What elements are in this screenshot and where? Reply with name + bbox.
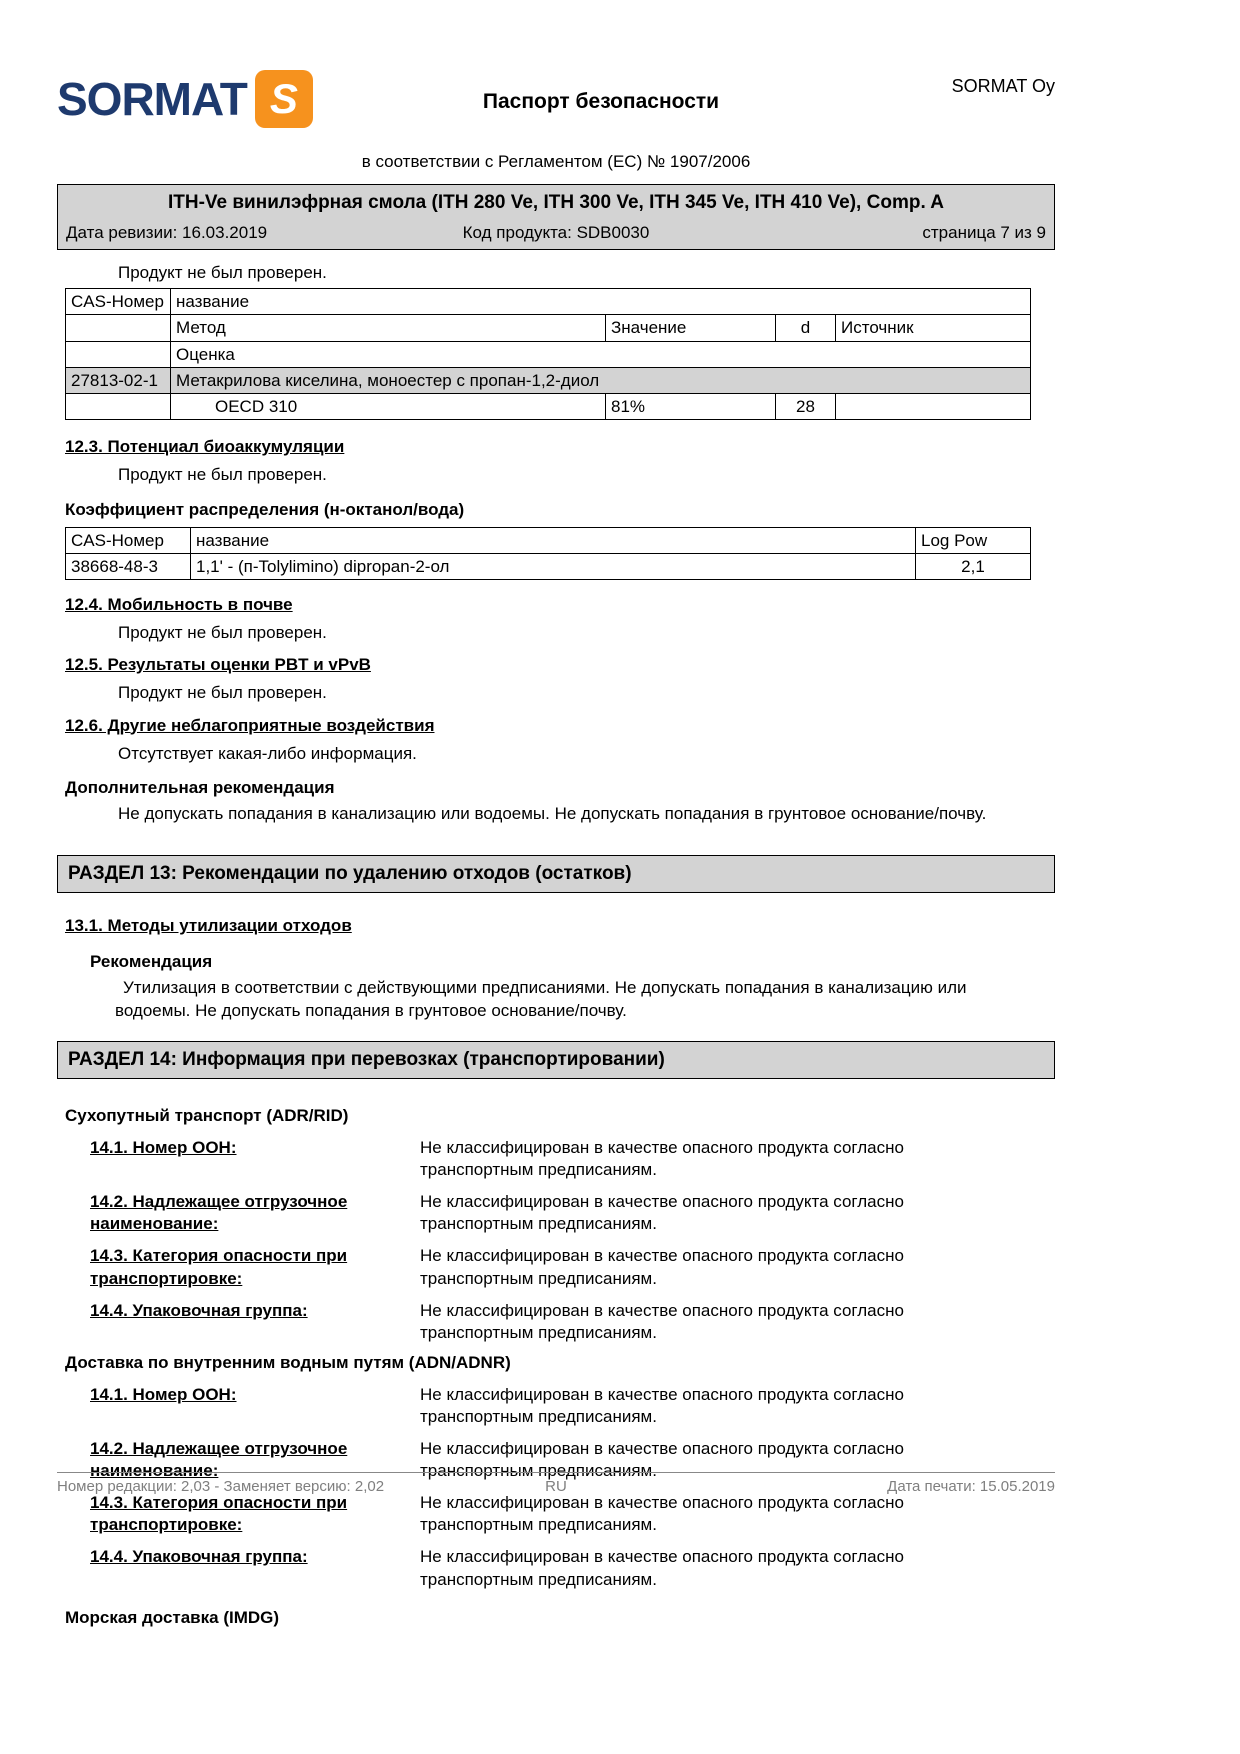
page-footer	[57, 1472, 1055, 1495]
substance-row	[66, 367, 1031, 393]
assessment-header: Оценка	[171, 341, 1031, 367]
revision-date: Дата ревизии: 16.03.2019	[66, 223, 268, 242]
transport-item-label: 14.1. Номер ООН:	[90, 1138, 237, 1158]
value-column-header: Значение	[606, 315, 776, 341]
table-row	[66, 553, 1031, 579]
not-tested-text: Продукт не был проверен.	[118, 683, 327, 703]
transport-item-value: Не классифицирован в качестве опасного продукта согласно транспортным предписаниям.	[420, 1439, 904, 1481]
empty-cell	[66, 315, 171, 341]
substance-cas: 27813-02-1	[66, 367, 171, 393]
section-12-4-heading: 12.4. Мобильность в почве	[65, 595, 293, 615]
transport-item-value: Не классифицирован в качестве опасного продукта согласно транспортным предписаниям.	[420, 1547, 904, 1589]
transport-item-value: Не классифицирован в качестве опасного продукта согласно транспортным предписаниям.	[420, 1192, 904, 1234]
logpow-column-header: Log Pow	[916, 527, 1031, 553]
degradation-table	[65, 288, 1031, 420]
partition-coefficient-heading: Коэффициент распределения (н-октанол/вода)	[65, 499, 465, 519]
document-header	[57, 64, 1055, 128]
empty-cell	[66, 394, 171, 420]
name-column-header: название	[171, 289, 1031, 315]
section-12-5-heading: 12.5. Результаты оценки PBT и vPvB	[65, 655, 371, 675]
section-13-1-heading: 13.1. Методы утилизации отходов	[65, 915, 352, 935]
page-number: страница 7 из 9	[922, 223, 1047, 242]
table-row	[66, 289, 1031, 315]
transport-item-value: Не классифицирован в качестве опасного продукта согласно транспортным предписаниям.	[420, 1246, 904, 1288]
transport-item-label: 14.4. Упаковочная группа:	[90, 1547, 308, 1567]
section-14-bar: РАЗДЕЛ 14: Информация при перевозках (транспортировании)	[57, 1041, 1055, 1079]
transport-item-label: 14.3. Категория опасности при транспортировке:	[90, 1246, 348, 1288]
not-tested-text: Продукт не был проверен.	[118, 263, 327, 282]
regulation-subtitle: в соответствии с Регламентом (ЕС) № 1907/2006	[361, 152, 751, 171]
transport-item-label: 14.2. Надлежащее отгрузочное наименование:	[90, 1439, 348, 1481]
transport-row	[90, 1300, 1055, 1344]
footer-language: RU	[545, 1478, 567, 1495]
transport-row	[90, 1492, 1055, 1536]
transport-row	[90, 1191, 1055, 1235]
result-value: 81%	[606, 394, 776, 420]
inland-waterways-heading: Доставка по внутренним водным путям (ADN/ADNR)	[65, 1352, 511, 1372]
footer-print-date: Дата печати: 15.05.2019	[887, 1478, 1055, 1495]
not-tested-text: Продукт не был проверен.	[118, 623, 327, 643]
name-column-header: название	[191, 527, 916, 553]
transport-item-label: 14.4. Упаковочная группа:	[90, 1300, 308, 1320]
method-value: OECD 310	[171, 394, 606, 420]
product-title: ITH-Ve винилэфрная смола (ITH 280 Ve, ITH 300 Ve, ITH 345 Ve, ITH 410 Ve), Comp. A	[167, 192, 945, 213]
d-value: 28	[776, 394, 836, 420]
document-title: Паспорт безопасности	[482, 90, 720, 113]
transport-row	[90, 1245, 1055, 1289]
product-code: Код продукта: SDB0030	[462, 223, 650, 242]
empty-cell	[66, 341, 171, 367]
footer-revision: Номер редакции: 2,03 - Заменяет версию: 2,02	[57, 1478, 385, 1495]
section-12-3-heading: 12.3. Потенциал биоаккумуляции	[65, 437, 345, 457]
logo-s-letter: S	[269, 75, 298, 122]
table-row	[66, 315, 1031, 341]
transport-item-value: Не классифицирован в качестве опасного продукта согласно транспортным предписаниям.	[420, 1138, 904, 1180]
empty-cell	[836, 394, 1031, 420]
product-header-box	[57, 184, 1055, 250]
transport-item-label: 14.1. Номер ООН:	[90, 1384, 237, 1404]
recommendation-heading: Рекомендация	[90, 951, 213, 971]
recommendation-text: Утилизация в соответствии с действующими предписаниями. Не допускать попадания в канализацию или водоемы. Не допускать попадания в грунтовое основание/почву.	[115, 978, 967, 1020]
transport-item-value: Не классифицирован в качестве опасного продукта согласно транспортным предписаниям.	[420, 1493, 904, 1535]
no-information-text: Отсутствует какая-либо информация.	[118, 743, 417, 763]
sormat-logo	[57, 70, 357, 128]
logo-wordmark: SORMAT	[57, 73, 247, 125]
land-transport-heading: Сухопутный транспорт (ADR/RID)	[65, 1105, 349, 1125]
cas-column-header: CAS-Номер	[66, 527, 191, 553]
d-column-header: d	[776, 315, 836, 341]
substance-name: Метакрилова киселина, моноестер с пропан-1,2-диол	[171, 367, 1031, 393]
sea-transport-heading: Морская доставка (IMDG)	[65, 1607, 280, 1627]
section-12-6-heading: 12.6. Другие неблагоприятные воздействия	[65, 715, 435, 735]
table-row	[66, 527, 1031, 553]
not-tested-text: Продукт не был проверен.	[118, 465, 327, 485]
transport-item-value: Не классифицирован в качестве опасного продукта согласно транспортным предписаниям.	[420, 1384, 904, 1426]
section-13-bar: РАЗДЕЛ 13: Рекомендации по удалению отходов (остатков)	[57, 855, 1055, 893]
substance-name: 1,1' - (п-Tolylimino) dipropan-2-ол	[191, 553, 916, 579]
logo-s-icon	[255, 70, 313, 128]
product-meta-row	[66, 223, 1046, 243]
table-row	[66, 341, 1031, 367]
substance-cas: 38668-48-3	[66, 553, 191, 579]
transport-row	[90, 1384, 1055, 1428]
cas-column-header: CAS-Номер	[66, 289, 171, 315]
transport-item-label: 14.3. Категория опасности при транспортировке:	[90, 1493, 348, 1535]
partition-table	[65, 527, 1031, 581]
transport-item-value: Не классифицирован в качестве опасного продукта согласно транспортным предписаниям.	[420, 1300, 904, 1342]
transport-row	[90, 1137, 1055, 1181]
method-column-header: Метод	[171, 315, 606, 341]
additional-recommendation-heading: Дополнительная рекомендация	[65, 777, 335, 797]
transport-item-label: 14.2. Надлежащее отгрузочное наименование:	[90, 1192, 348, 1234]
company-name: SORMAT Oy	[951, 76, 1055, 96]
logpow-value: 2,1	[916, 553, 1031, 579]
additional-recommendation-text: Не допускать попадания в канализацию или водоемы. Не допускать попадания в грунтовое основание/почву.	[118, 803, 987, 823]
source-column-header: Источник	[836, 315, 1031, 341]
transport-row	[90, 1546, 1055, 1590]
table-row	[66, 394, 1031, 420]
